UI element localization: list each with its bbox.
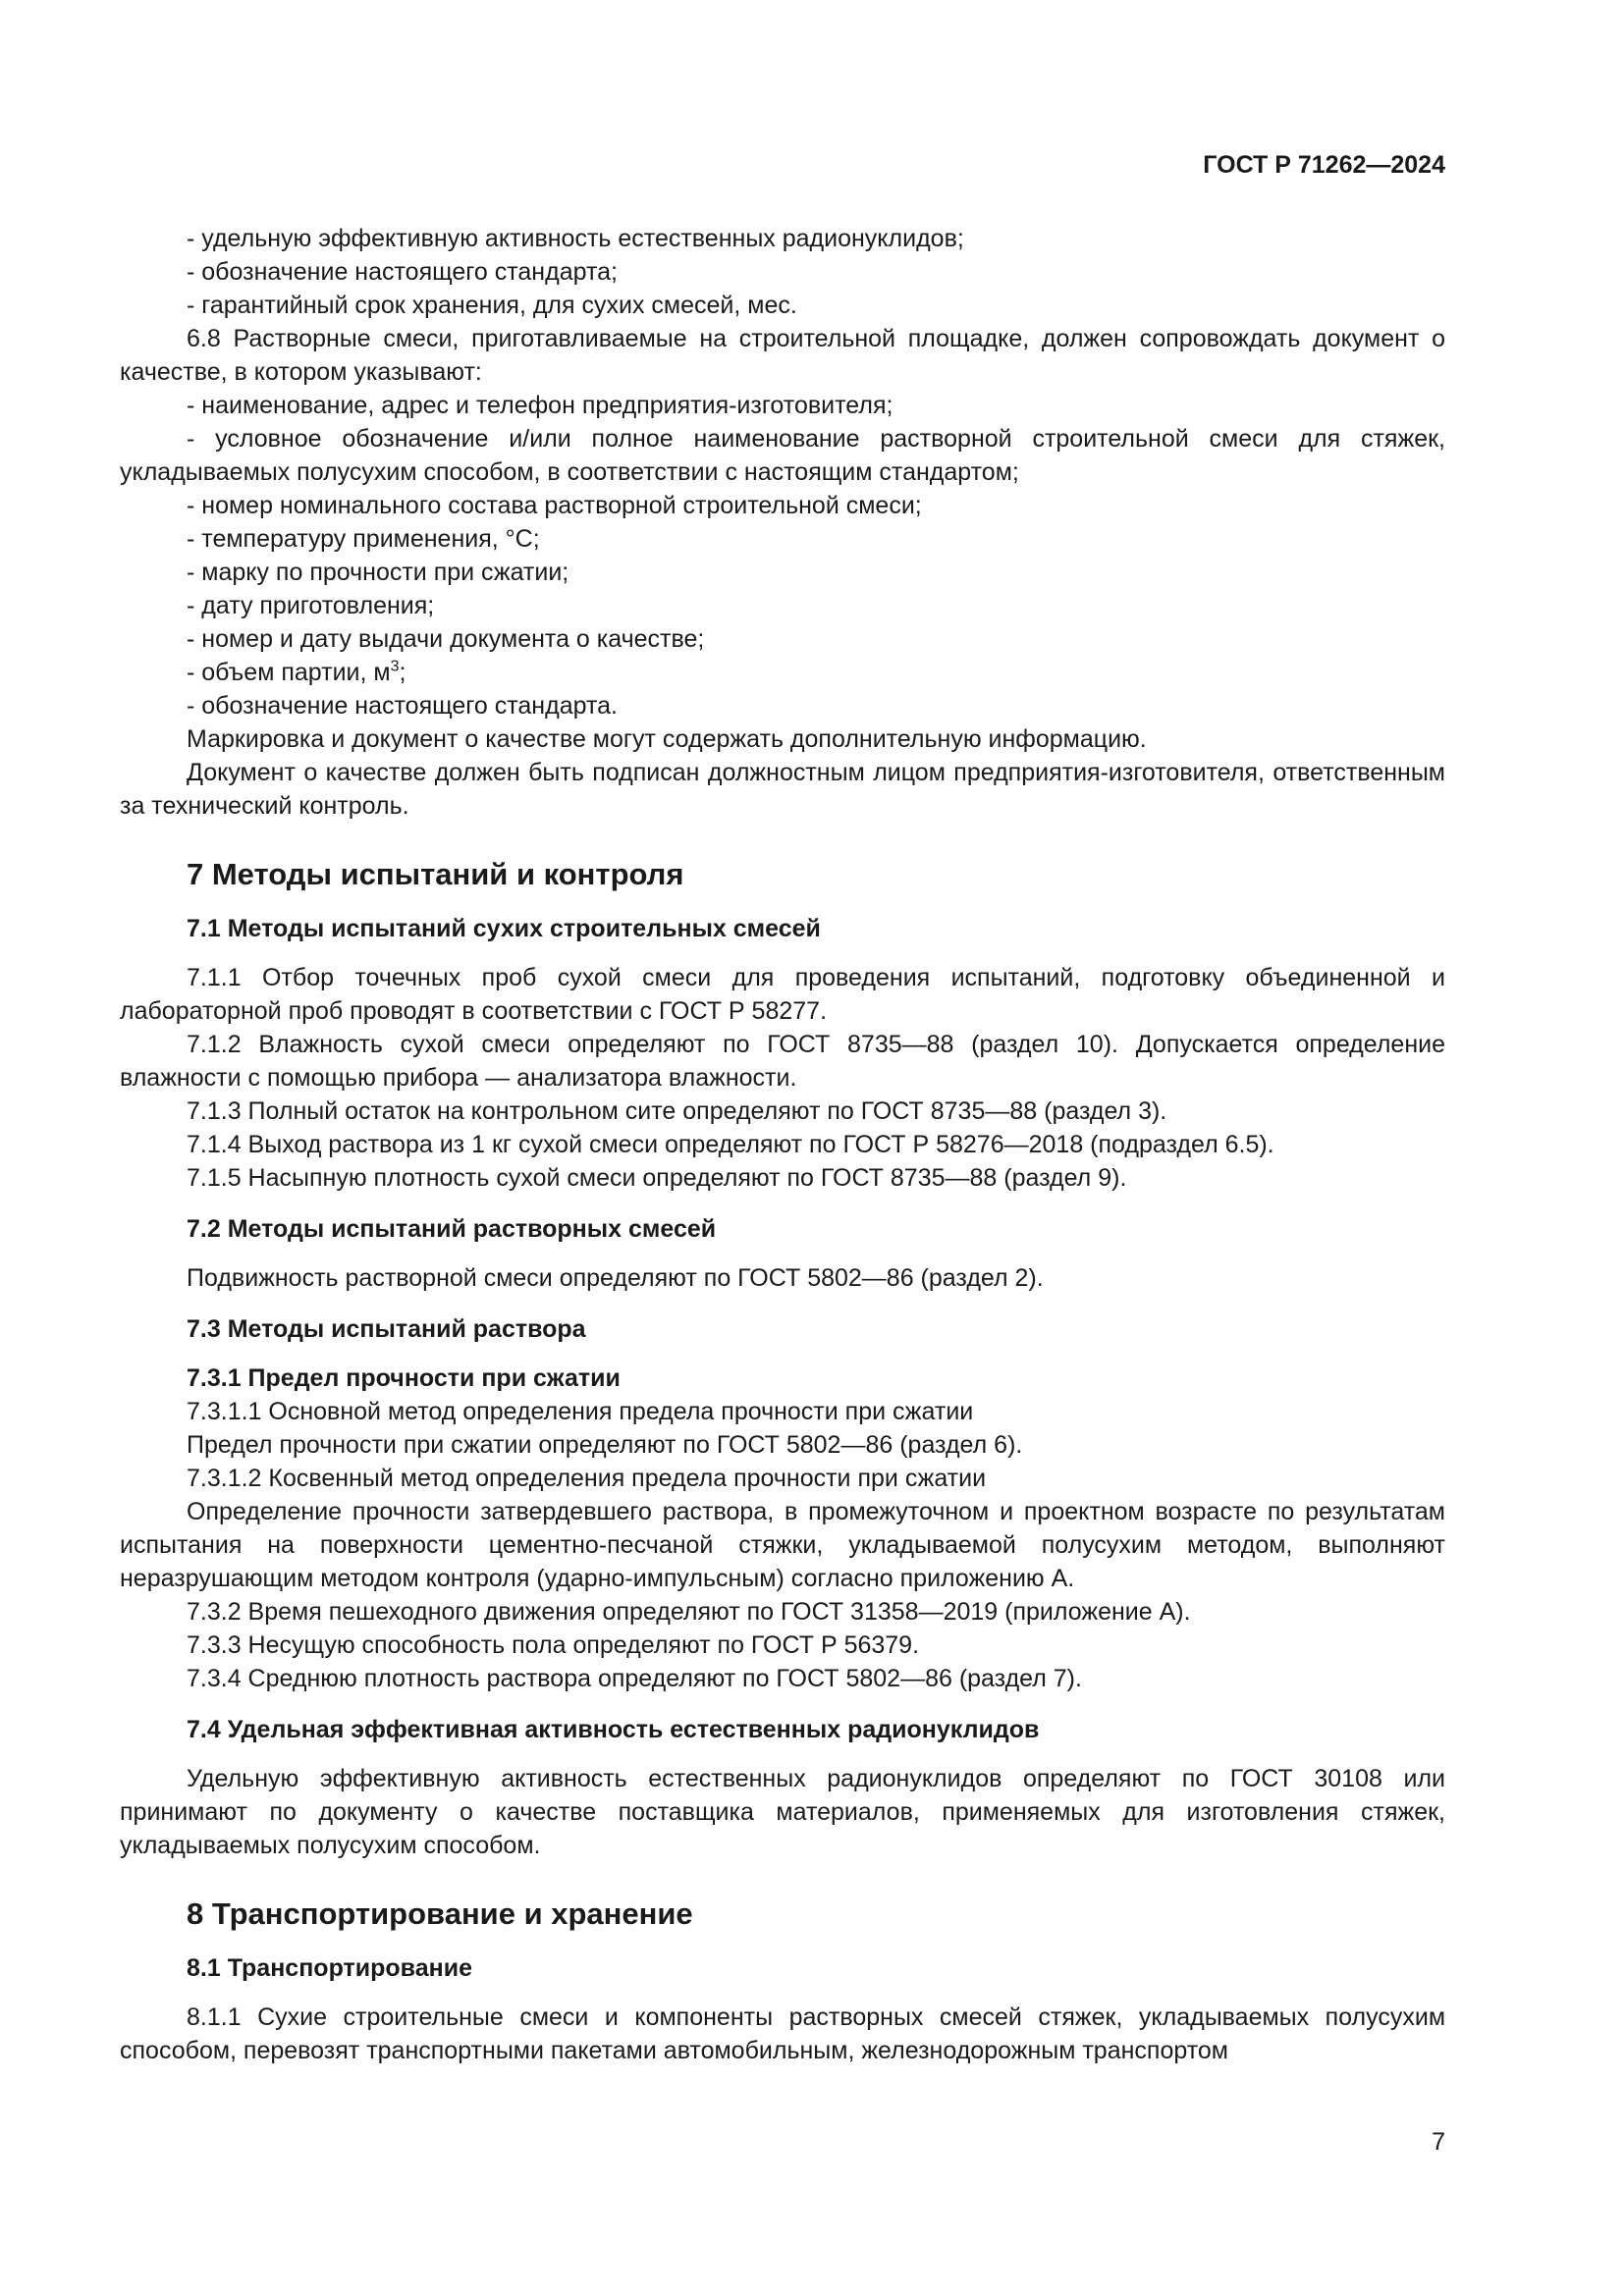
signature-paragraph: Документ о качестве должен быть подписан должностным лицом предприятия-изготовителя, ответственным за технический контроль.: [120, 759, 1445, 820]
volume-superscript: 3: [390, 658, 400, 675]
section-7-title: 7 Методы испытаний и контроля: [187, 857, 684, 891]
clause-7-3-2: 7.3.2 Время пешеходного движения определяют по ГОСТ 31358—2019 (приложение А).: [187, 1598, 1191, 1626]
subsection-8-1-title: 8.1 Транспортирование: [187, 1954, 472, 1982]
clause-7-1-3: 7.1.3 Полный остаток на контрольном сите определяют по ГОСТ 8735—88 (раздел 3).: [187, 1097, 1167, 1125]
list-item: - гарантийный срок хранения, для сухих смесей, мес.: [187, 292, 797, 319]
clause-7-1-4: 7.1.4 Выход раствора из 1 кг сухой смеси определяют по ГОСТ Р 58276—2018 (подраздел 6.5).: [187, 1131, 1274, 1158]
clause-7-4-text: Удельную эффективную активность естественных радионуклидов определяют по ГОСТ 30108 или принимают по документу о качестве поставщика материалов, применяемых для изготовления стяжек, укладываемых полусухим способом.: [120, 1765, 1445, 1859]
clause-text: Определение прочности затвердевшего раствора, в промежуточном и проектном возрасте по результатам испытания на поверхности цементно-песчаной стяжки, укладываемой полусухим методом, выполняют неразрушающим методом контроля (ударно-импульсным) согласно приложению А.: [120, 1498, 1445, 1592]
clause-7-3-1-1: 7.3.1.1 Основной метод определения предела прочности при сжатии: [187, 1398, 974, 1425]
page-number: 7: [1432, 2128, 1445, 2156]
list-item: - температуру применения, °С;: [187, 525, 540, 553]
clause-7-2-text: Подвижность растворной смеси определяют по ГОСТ 5802—86 (раздел 2).: [187, 1264, 1044, 1292]
clause-7-3-1-title: 7.3.1 Предел прочности при сжатии: [187, 1364, 621, 1392]
list-item: - обозначение настоящего стандарта.: [187, 692, 618, 720]
clause-6-8: 6.8 Растворные смеси, приготавливаемые на строительной площадке, должен сопровождать документ о качестве, в котором указывают:: [120, 325, 1445, 386]
clause-7-3-4: 7.3.4 Среднюю плотность раствора определяют по ГОСТ 5802—86 (раздел 7).: [187, 1665, 1082, 1692]
volume-text: - объем партии, м: [187, 659, 391, 686]
clause-7-3-3: 7.3.3 Несущую способность пола определяют по ГОСТ Р 56379.: [187, 1631, 920, 1659]
subsection-7-3-title: 7.3 Методы испытаний раствора: [187, 1315, 586, 1343]
clause-8-1-1: 8.1.1 Сухие строительные смеси и компоненты растворных смесей стяжек, укладываемых полусухим способом, перевозят транспортными пакетами автомобильным, железнодорожным транспортом: [120, 2003, 1445, 2064]
subsection-7-4-title: 7.4 Удельная эффективная активность естественных радионуклидов: [187, 1716, 1040, 1743]
volume-tail: ;: [399, 659, 406, 686]
clause-7-1-5: 7.1.5 Насыпную плотность сухой смеси определяют по ГОСТ 8735—88 (раздел 9).: [187, 1164, 1127, 1192]
subsection-7-1-title: 7.1 Методы испытаний сухих строительных смесей: [187, 915, 821, 942]
list-item: - обозначение настоящего стандарта;: [187, 258, 618, 286]
document-code-header: ГОСТ Р 71262—2024: [1203, 151, 1445, 179]
marking-paragraph: Маркировка и документ о качестве могут содержать дополнительную информацию.: [187, 725, 1147, 753]
clause-text: Предел прочности при сжатии определяют по ГОСТ 5802—86 (раздел 6).: [187, 1431, 1023, 1459]
list-item: - дату приготовления;: [187, 592, 435, 619]
page-content: [120, 222, 1445, 2067]
section-8-title: 8 Транспортирование и хранение: [187, 1896, 693, 1931]
list-item-volume: [120, 656, 1445, 689]
list-item: - наименование, адрес и телефон предприятия-изготовителя;: [187, 392, 893, 419]
clause-7-3-1-2: 7.3.1.2 Косвенный метод определения предела прочности при сжатии: [187, 1465, 987, 1492]
clause-7-1-2: 7.1.2 Влажность сухой смеси определяют по ГОСТ 8735—88 (раздел 10). Допускается определение влажности с помощью прибора — анализатора влажности.: [120, 1031, 1445, 1092]
list-item: - марку по прочности при сжатии;: [187, 559, 569, 586]
list-item: - удельную эффективную активность естественных радионуклидов;: [187, 225, 964, 252]
list-item: - номер и дату выдачи документа о качестве;: [187, 625, 705, 653]
list-item: - номер номинального состава растворной строительной смеси;: [187, 492, 922, 519]
subsection-7-2-title: 7.2 Методы испытаний растворных смесей: [187, 1215, 717, 1243]
list-item: - условное обозначение и/или полное наименование растворной строительной смеси для стяжек, укладываемых полусухим способом, в соответствии с настоящим стандартом;: [120, 425, 1445, 486]
clause-7-1-1: 7.1.1 Отбор точечных проб сухой смеси для проведения испытаний, подготовку объединенной и лабораторной проб проводят в соответствии с ГОСТ Р 58277.: [120, 964, 1445, 1025]
